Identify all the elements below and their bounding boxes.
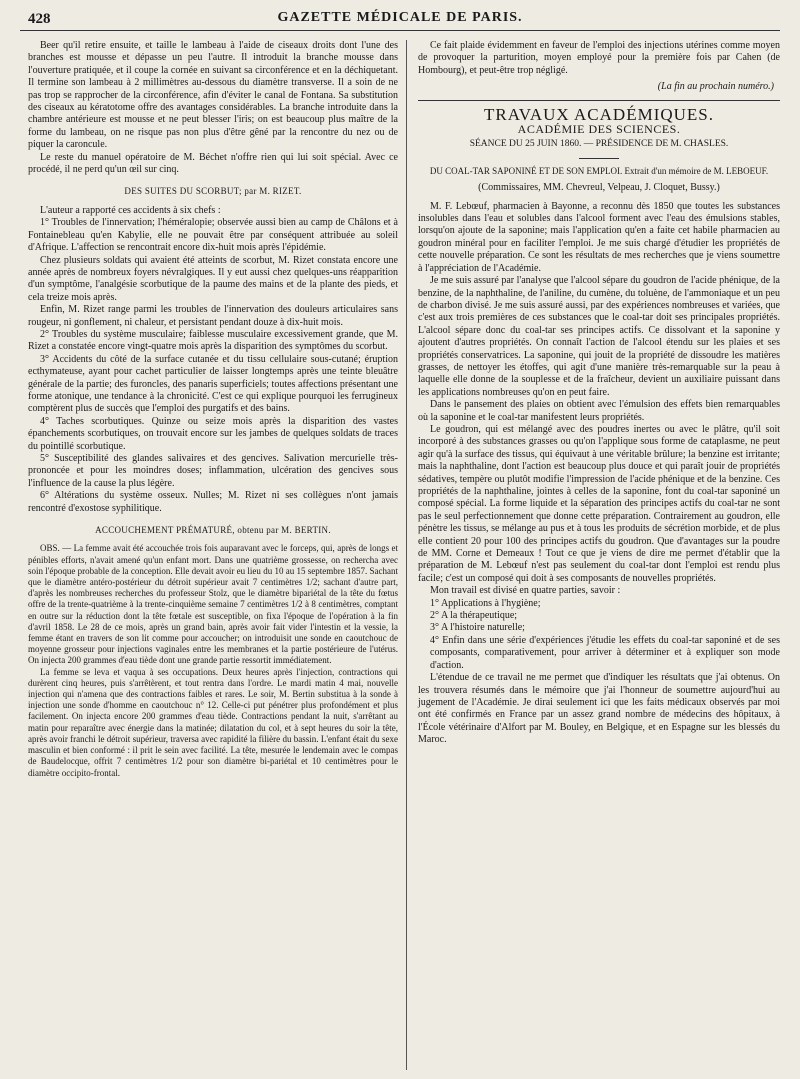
- paragraph: 3° Accidents du côté de la surface cutanée et du tissu cellulaire sous-cutané; éruption ecthymateuse, ayant pour cachet particulier de laisser longtemps après une teinte bleuâtre générale de la partie; des furoncles, des panaris superficiels; toutes affections présentant une forme atonique, une tendance à la chronicité. C'est ce qui explique pourquoi les ferrugineux comptèrent plus de succès que l'emploi des purgatifs et des bains.: [28, 353, 398, 415]
- paragraph: 2° Troubles du système musculaire; faiblesse musculaire excessivement grande, que M. Rizet a constatée encore vingt-quatre mois après la disparition des symptômes du scorbut.: [28, 328, 398, 353]
- right-column: [418, 40, 780, 747]
- paragraph: Chez plusieurs soldats qui avaient été atteints de scorbut, M. Rizet constata encore une année après de nombreux foyers névralgiques. Il y eut aussi chez quelques-uns réapparition d'un symptôme, l'analgésie scorbutique de la paume des mains et de la plante des pieds, et cela treize mois après.: [28, 254, 398, 303]
- section-heading-accouchement: ACCOUCHEMENT PRÉMATURÉ, obtenu par M. BERTIN.: [95, 525, 331, 536]
- column-divider: [406, 40, 407, 1070]
- article-subject: DU COAL-TAR SAPONINÉ ET DE SON EMPLOI. Extrait d'un mémoire de M. LEBOEUF.: [429, 165, 769, 176]
- paragraph: Le goudron, qui est mélangé avec des poudres inertes ou avec le plâtre, qu'il soit incorporé à des substances grasses ou qu'on l'applique sous forme de cataplasme, ne peut agir qu'à la surface des tissus, qui équivaut à une véritable brûlure; la benzine est irritante; mais la naphthaline, dont l'action est beaucoup plus douce et qui paraît jouir de propriétés sédatives, tempère ou plutôt modifie l'impression de l'acide phénique et de la benzine. Ces propriétés de la naphthaline, jointes à celles de la saponine, font du coal-tar saponiné un composé spécial. La forme liquide et la séparation des principes actifs du coal-tar ne sont pas le seul perfectionnement que donne cette préparation. Contrairement au goudron, elle pénètre les tissus, se mélange au pus et à tous les produits de sécrétion morbide, et de plus elle contient 20 pour 100 des principes actifs du goudron. Que d'avantages sur la poudre de MM. Corne et Demeaux ! Tout ce que je viens de dire me permet d'établir que la préparation de M. Lebœuf n'est pas seulement du coal-tar dont l'emploi est rendu plus facile; c'est un composé qui doit à ses composants de nouvelles propriétés.: [418, 423, 780, 584]
- paragraph: OBS. — La femme avait été accouchée trois fois auparavant avec le forceps, qui, après de longs et pénibles efforts, n'avait amené qu'un enfant mort. Dans une quatrième grossesse, on rechercha avec soin l'époque probable de la conception. Elle devait avoir eu lieu du 10 au 15 septembre 1857. Sachant que le diamètre antéro-postérieur du détroit supérieur avait 7 centimètres 1/2; sachant d'autre part, d'après les nombreuses recherches du professeur Stolz, que le diamètre bipariétal de la tête du fœtus offre de la trente-quatrième à la trente-cinquième semaine 7 centimètres 1/2 à 8 centimètres, comptant en outre sur la réduction dont la tête fœtale est susceptible, on fixa l'époque de l'opération à la fin d'avril 1858. Le 28 de ce mois, après un grand bain, après avoir fait vider l'intestin et la vessie, la femme étant en travers de son lit comme pour accoucher; on introduisit une sonde en caoutchouc de moyenne grosseur pour injections vaginales entre les membranes et la partie postérieure de l'utérus. On injecta 200 grammes d'eau tiède dont une grande partie ressortit immédiatement.: [28, 543, 398, 666]
- list-item: 2° A la thérapeutique;: [430, 610, 518, 622]
- paragraph: Dans le pansement des plaies on obtient avec l'émulsion des effets bien remarquables où la saponine et le coal-tar manifestent leurs propriétés.: [418, 399, 780, 423]
- page-number: 428: [28, 11, 51, 27]
- continuation-note: (La fin au prochain numéro.): [657, 81, 774, 93]
- paragraph: M. F. Lebœuf, pharmacien à Bayonne, a reconnu dès 1850 que toutes les substances insolubles dans l'eau et solubles dans l'alcool forment avec l'eau des émulsions stables, lorsqu'on ajoute de la saponine; mais l'application qu'en a faite cet habile pharmacien au goudron minéral pour en faciliter l'emploi. Je me suis chargé d'étudier les propriétés de cette nouvelle préparation. Ce sont les résultats de mes recherches que je viens soumettre à l'appréciation de l'Académie.: [418, 200, 780, 274]
- commissaires-line: (Commissaires, MM. Chevreul, Velpeau, J. Cloquet, Bussy.): [478, 182, 720, 194]
- seance-line: SÉANCE DU 25 JUIN 1860. — PRÉSIDENCE DE M. CHASLES.: [469, 139, 729, 150]
- paragraph: L'étendue de ce travail ne me permet que d'indiquer les résultats que j'ai obtenus. On les trouvera résumés dans le mémoire que j'ai l'honneur de soumettre aujourd'hui au jugement de l'Académie. Je dirai seulement ici que les faits médicaux observés par moi ont été confirmés en France par un assez grand nombre de médecins des hôpitaux, à l'École vétérinaire d'Alfort par M. Bouley, en Belgique, et en Espagne sur les blessés du Maroc.: [418, 672, 780, 746]
- paragraph: Mon travail est divisé en quatre parties, savoir :: [430, 585, 621, 597]
- paragraph: 1° Troubles de l'innervation; l'héméralopie; observée aussi bien au camp de Châlons et à Fontainebleau qu'en Kabylie, elle ne pouvait être par conséquent attribuée au soleil d'Afrique. L'affection se rencontrait encore dix-huit mois après l'épidémie.: [28, 217, 398, 254]
- divider: [418, 100, 780, 101]
- paragraph: 6° Altérations du système osseux. Nulles; M. Rizet ni ses collègues n'ont jamais rencontré d'exostose syphilitique.: [28, 490, 398, 514]
- left-column: [28, 40, 398, 779]
- list-item: 3° A l'histoire naturelle;: [430, 622, 525, 634]
- running-head: [20, 8, 780, 31]
- journal-title: GAZETTE MÉDICALE DE PARIS.: [277, 10, 523, 25]
- paragraph: Beer qu'il retire ensuite, et taille le lambeau à l'aide de ciseaux droits dont l'une des branches est mousse et dépasse un peu l'autre. Il introduit la branche mousse dans l'ouverture pratiquée, et il coupe la cornée en suivant sa circonférence et en la déchiquetant. Il termine son lambeau à 2 millimètres au-dessous du diamètre transverse. Il a soin de ne pas trop se rapprocher de la circonférence, afin d'éviter le canal de Fontana. Sa substitution des ciseaux au kératotome offre des avantages considérables. La branche introduite dans la chambre antérieure est mousse et ne peut blesser l'iris; on est beaucoup plus maître de la forme du lambeau, on ne risque pas non plus d'être gêné par la rencontre du nez ou de piquer la caroncule.: [28, 40, 398, 151]
- paragraph: L'auteur a rapporté ces accidents à six chefs :: [40, 204, 221, 216]
- paragraph: 4° Taches scorbutiques. Quinze ou seize mois après la disparition des vastes épanchements scorbutiques, on trouvait encore sur les jambes de quelques soldats de traces du pointillé scorbutique.: [28, 415, 398, 452]
- paragraph: Je me suis assuré par l'analyse que l'alcool sépare du goudron de l'acide phénique, de la benzine, de la naphthaline, de l'aniline, du cumène, du toluène, de l'ammoniaque et un peu de charbon divisé. Je me suis assuré aussi, par des expériences nombreuses et variées, que c'est aux trois premières de ces substances que le coal-tar doit ses principales propriétés. L'alcool sépare donc du coal-tar ses principes actifs. Ce dissolvant et la saponine y ajoutent d'autres propriétés. On connaît l'action de l'alcool étendu sur les plaies et ses propriétés conservatrices. La saponine, qui jouit de la propriété de dissoudre les matières grasses, de nettoyer les étoffes, qui agit d'une manière très-remarquable sur la peau à laquelle elle donne de la souplesse et de la fraîcheur, devient un auxiliaire puissant dans les applications nombreuses qu'on en peut faire.: [418, 275, 780, 398]
- list-item: 4° Enfin dans une série d'expériences j'étudie les effets du coal-tar saponiné et de ses composants, comparativement, pour arriver à déterminer et à expliquer son mode d'action.: [430, 634, 780, 671]
- paragraph: La femme se leva et vaqua à ses occupations. Deux heures après l'injection, contractions qui durèrent cinq heures, puis s'arrêtèrent, et tout rentra dans l'ordre. Le mardi matin 4 mai, nouvelle injection qui n'amena que des contractions faibles et rares. Le soir, M. Bertin substitua à la sonde à injection une sonde d'homme en caoutchouc n° 12. Celle-ci put pénétrer plus profondément et plus facilement. On injecta encore 200 grammes d'eau tiède. Contractions pendant la nuit, s'arrêtant au matin pour reparaître avec énergie dans la matinée; dilatation du col, et à sept heures du soir la tête, après avoir franchi le détroit supérieur, traversa avec rapidité la filière du bassin. L'enfant était du sexe masculin et bien conformé : il prit le sein avec facilité. La tête, mesurée le lendemain avec le compas de Baudelocque, offrit 7 centimètres 1/2 pour son diamètre bi-pariétal et 10 centimètres pour le diamètre occipito-frontal.: [28, 666, 398, 778]
- list-item: 1° Applications à l'hygiène;: [430, 597, 541, 609]
- paragraph: 5° Susceptibilité des glandes salivaires et des gencives. Salivation mercurielle très-prononcée et pour les moindres doses; inflammation, ulcération des gencives sous l'influence de la cause la plus légère.: [28, 453, 398, 489]
- section-title: TRAVAUX ACADÉMIQUES.: [483, 104, 714, 124]
- academy-heading: ACADÉMIE DES SCIENCES.: [517, 122, 681, 137]
- paragraph: Enfin, M. Rizet range parmi les troubles de l'innervation des douleurs articulaires sans rougeur, ni gonflement, ni chaleur, et persistant pendant douze à dix-huit mois.: [28, 304, 398, 328]
- paragraph: Ce fait plaide évidemment en faveur de l'emploi des injections utérines comme moyen de provoquer la parturition, moyen employé pour la première fois par Cahen (de Hombourg), et peut-être trop négligé.: [418, 40, 780, 76]
- paragraph: Le reste du manuel opératoire de M. Béchet n'offre rien qui lui soit spécial. Avec ce procédé, il ne perd qu'un œil sur cinq.: [28, 151, 398, 176]
- short-divider: [579, 158, 619, 159]
- section-heading-scorbut: DES SUITES DU SCORBUT; par M. RIZET.: [124, 186, 302, 197]
